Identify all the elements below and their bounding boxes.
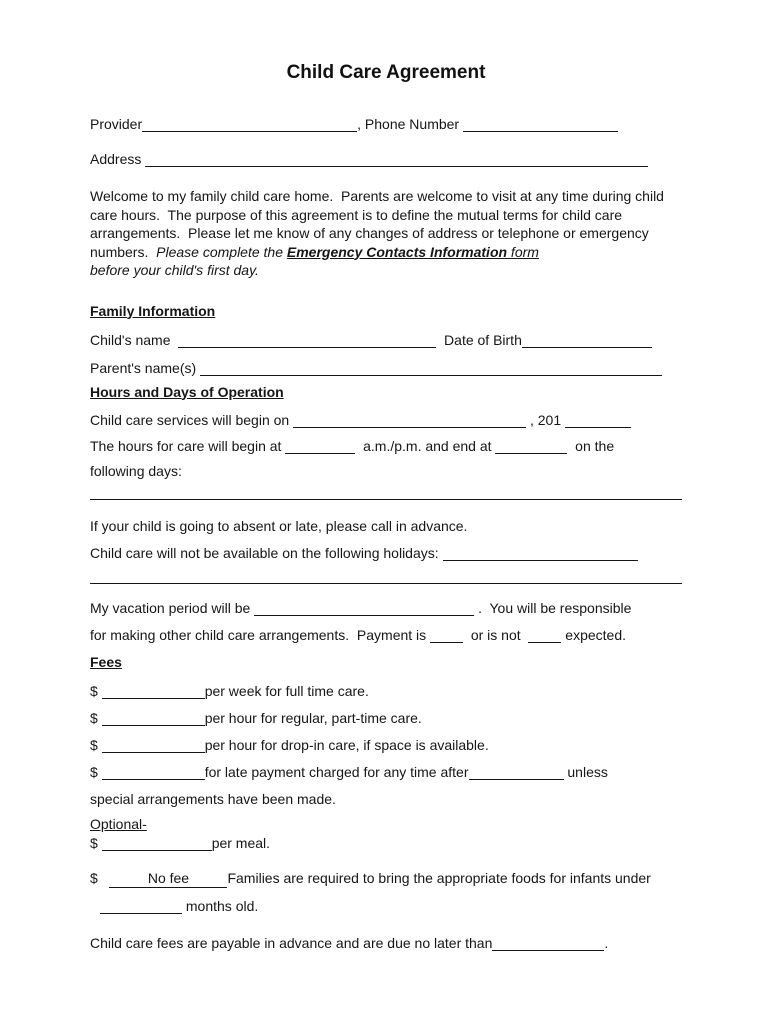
phone-number-label: , Phone Number (357, 116, 463, 132)
on-the-label: on the (567, 437, 615, 454)
dollar-sign: $ (90, 682, 102, 699)
or-is-not-label: or is not (463, 626, 529, 643)
parents-names-blank[interactable] (200, 361, 662, 376)
ampm-end-label: a.m./p.m. and end at (355, 437, 496, 454)
address-line (90, 150, 682, 168)
family-information-heading: Family Information (90, 302, 216, 319)
expected-label: expected. (561, 626, 627, 643)
vacation-period-blank[interactable] (254, 601, 474, 616)
hourly-fee-line (90, 709, 682, 727)
optional-heading: Optional- (90, 815, 147, 832)
per-week-label: per week for full time care. (204, 682, 369, 699)
child-name-label: Child's name (90, 331, 179, 348)
dollar-sign: $ (90, 763, 102, 780)
infant-age-line (90, 897, 682, 915)
dollar-sign: $ (90, 736, 102, 753)
vacation-label: My vacation period will be (90, 599, 255, 616)
vacation-line (90, 599, 682, 617)
responsible-label: . You will be responsible (474, 599, 632, 616)
dropin-fee-blank[interactable] (102, 738, 205, 753)
begin-time-blank[interactable] (285, 439, 355, 454)
form-word: form (507, 243, 539, 260)
child-name-blank[interactable] (178, 333, 436, 348)
provider-label: Provider (90, 116, 143, 132)
provider-blank[interactable] (142, 117, 357, 132)
year-label: , 201 (526, 411, 566, 428)
infant-age-blank[interactable] (100, 899, 182, 914)
special-arrangements-line: special arrangements have been made. (90, 790, 336, 807)
date-of-birth-blank[interactable] (522, 333, 652, 348)
dropin-fee-line (90, 736, 682, 754)
infant-food-fee-blank[interactable] (109, 869, 227, 888)
payable-line (90, 934, 682, 952)
families-label: Families are required to bring the appropriate foods for infants under (227, 869, 651, 886)
months-old-label: months old. (182, 897, 259, 914)
holidays-line (90, 544, 682, 562)
arrangements-label: for making other child care arrangements. Payment is (90, 626, 431, 643)
intro-paragraph (90, 187, 682, 280)
holidays-label: Child care will not be available on the following holidays: (90, 544, 443, 561)
emergency-contacts-emphasis: Emergency Contacts Information (286, 243, 508, 260)
following-days-line: following days: (90, 462, 182, 479)
phone-number-blank[interactable] (463, 117, 618, 132)
meal-fee-line (90, 834, 682, 852)
payable-label: Child care fees are payable in advance and are due no later than (90, 934, 493, 951)
child-name-line (90, 331, 682, 349)
parents-names-label: Parent's name(s) (90, 359, 201, 376)
late-fee-blank[interactable] (102, 765, 205, 780)
holidays-blank[interactable] (443, 546, 638, 561)
services-begin-label: Child care services will begin on (90, 411, 294, 428)
period-mark: . (604, 934, 609, 951)
due-date-blank[interactable] (492, 936, 604, 951)
dropin-label: per hour for drop-in care, if space is available. (204, 736, 489, 753)
year-blank[interactable] (565, 413, 631, 428)
fees-heading: Fees (90, 653, 122, 670)
provider-line (90, 115, 682, 133)
late-fee-line (90, 763, 682, 781)
parents-names-line (90, 359, 682, 377)
late-payment-label: for late payment charged for any time after (204, 763, 469, 780)
unless-label: unless (563, 763, 608, 780)
hours-begin-label: The hours for care will begin at (90, 437, 286, 454)
date-of-birth-label: Date of Birth (436, 331, 522, 348)
dollar-sign: $ (90, 709, 102, 726)
holidays-blank-line[interactable] (90, 583, 682, 584)
document-content (90, 0, 682, 952)
hours-begin-line (90, 437, 682, 455)
per-hour-label: per hour for regular, part-time care. (204, 709, 422, 726)
dollar-sign: $ (90, 869, 110, 886)
begin-date-blank[interactable] (293, 413, 526, 428)
is-not-blank[interactable] (528, 628, 561, 643)
hourly-fee-blank[interactable] (102, 711, 205, 726)
infant-food-line (90, 869, 682, 888)
weekly-fee-line (90, 682, 682, 700)
meal-fee-blank[interactable] (102, 836, 212, 851)
absent-line: If your child is going to absent or late, please call in advance. (90, 517, 468, 534)
address-label: Address (90, 151, 146, 167)
late-time-blank[interactable] (469, 765, 564, 780)
arrangements-line (90, 626, 682, 644)
intro-italic-lead: Please complete the (156, 243, 287, 260)
days-blank-line[interactable] (90, 499, 682, 500)
weekly-fee-blank[interactable] (102, 684, 205, 699)
payment-is-blank[interactable] (430, 628, 463, 643)
dollar-sign: $ (90, 834, 102, 851)
address-blank[interactable] (145, 152, 648, 167)
per-meal-label: per meal. (211, 834, 271, 851)
intro-closing: before your child's first day. (90, 262, 259, 278)
hours-days-heading: Hours and Days of Operation (90, 383, 284, 400)
intro-text: Welcome to my family child care home. Parents are welcome to visit at any time during child care hours. The purpose of this agreement is to define the mutual terms for child care arrangements. Please let me know of any changes of address or telephone or emergency numbers. (90, 188, 668, 260)
no-fee-value: No fee (147, 869, 190, 886)
page-title: Child Care Agreement (286, 62, 486, 83)
end-time-blank[interactable] (495, 439, 567, 454)
services-begin-line (90, 411, 682, 429)
